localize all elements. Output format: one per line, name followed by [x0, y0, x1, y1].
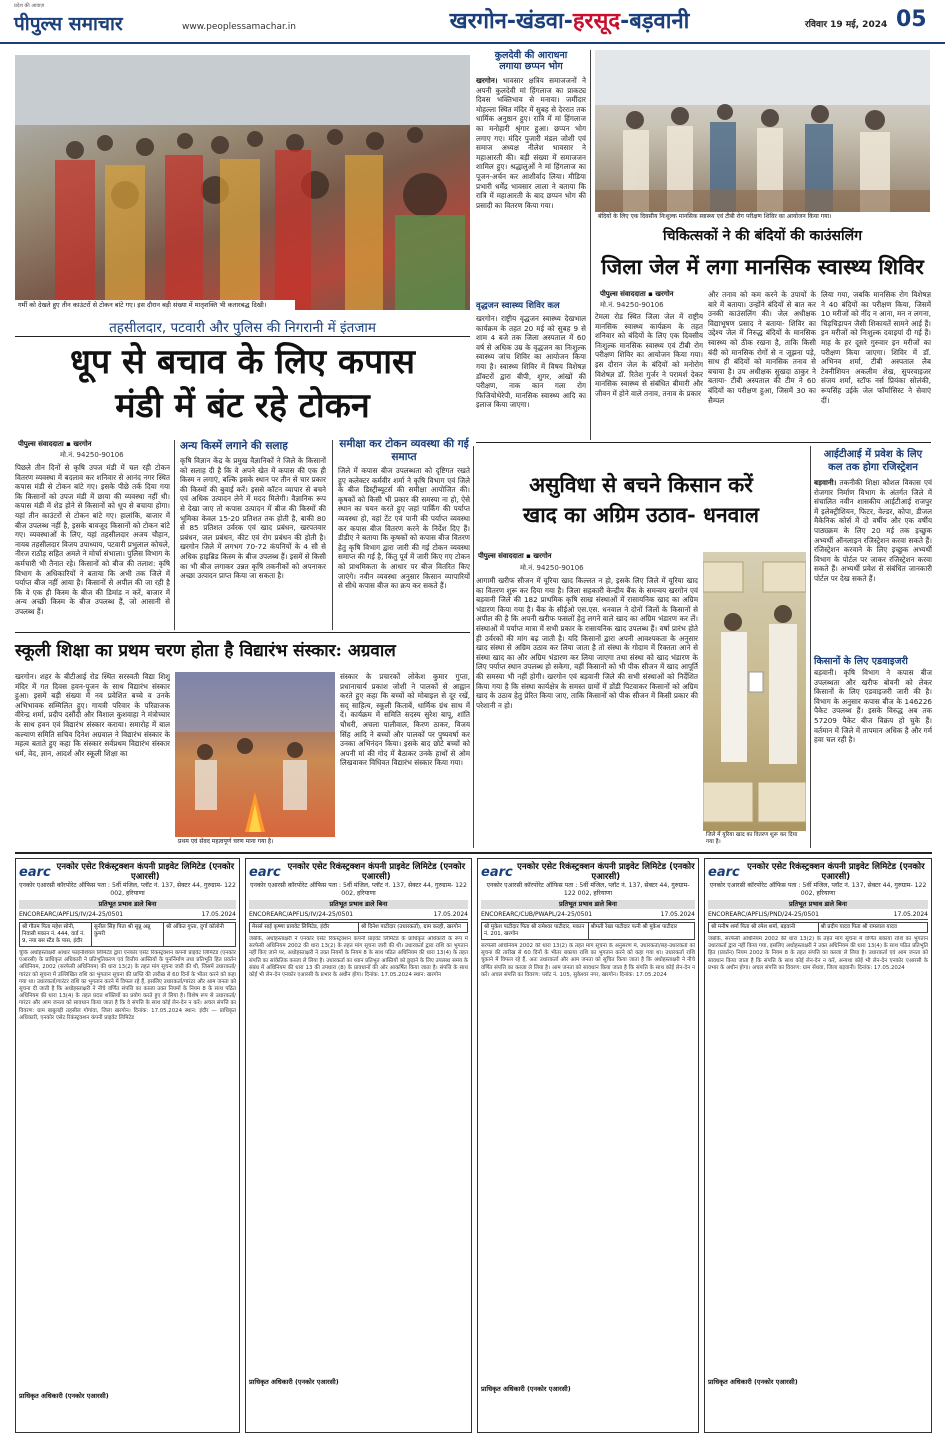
health-camp-body: खरगोन। राष्ट्रीय वृद्धजन स्वास्थ्य देखभाल कार्यक्रम के तहत 20 मई को सुबह 9 से शाम 4 बजे तक जिला अस्पताल में 60 वर्ष से अधिक उम्र के वृद्धजन का निःशुल्क स्वास्थ्य जांच शिविर का आयोजन किया गया है। स्वास्थ्य शिविर में विषय विशेषज्ञ डॉक्टरों द्वारा बीपी, शुगर, आंखों की परीक्षण, नाक कान गला रोग फिजियोथेरेपी, मानसिक स्वास्थ्य आदि का इलाज किया जाएगा। — [476, 314, 586, 410]
masthead — [0, 0, 945, 44]
ad-1-title: एनकोर एसेट रिकंस्ट्रक्शन कंपनी प्राइवेट लिमिटेड (एनकोर एआरसी) — [56, 862, 235, 882]
ad-4-party: श्री प्रदीप यादव पिता श्री रामलाल यादव — [820, 924, 897, 930]
ad-1-party: श्री अंकित गुप्ता, दुर्गा कॉलोनी — [166, 924, 224, 930]
ad-2-parties — [249, 922, 468, 933]
side-story-1-body: कृषि विज्ञान केंद्र के प्रमुख वैज्ञानिकों ने जिले के किसानों को सलाह दी है कि वे अपने खेत में कपास की एक ही किस्म न लगाएं, बल्कि इसके स्थान पर तीन से चार प्रकार की किस्मों की बुवाई करें। इससे कॉटन व्यापार से बचने एवं अधिक उत्पादन लेने में मदद मिलेगी। वैज्ञानिक रूप से देखा जाए तो कपास उत्पादन में बीज की किस्मों की भूमिका केवल 15-20 प्रतिशत तक होती है, बाकी 80 से 85 प्रतिशत उर्वरक एवं खाद प्रबंधन, खरपतवार प्रबंधन, जल प्रबंधन, कीट एवं रोग प्रबंधन की होती है। खरगोन जिले में लगभग 70-72 कंपनियों के 4 सौ से अधिक हाइब्रिड किस्म के बीज उपलब्ध हैं। इसमें से किसी का भी बीज लगाकर उन्नत कृषि तकनीकों को अपनाकर अच्छा उत्पादन प्राप्त किया जा सकता है। — [180, 456, 326, 581]
fertilizer-headline — [476, 470, 806, 530]
jail-kicker: चिकित्सकों ने की बंदियों की काउंसलिंग — [663, 228, 862, 244]
kuldevi-text: भावसार क्षत्रिय समाजजनों ने अपनी कुलदेवी मां हिंगलाज का प्राकट्य दिवस भक्तिभाव से मनाया। जमींदार मोहल्ला स्थित मंदिर में सुबह से देररात तक धार्मिक अनुष्ठान हुए। रात्रि में मां हिंगलाज का मनोहारी श्रृंगार हुआ। छप्पन भोग लगाए गए। मंदिर पुजारी मंडल जोशी एवं समाज अध्यक्ष नीलेश भावसार ने महाआरती की। बड़ी संख्या में समाजजन शामिल हुए। श्रद्धालुओं ने मां हिंगलाज का पूजन-अर्चन कर आशीर्वाद लिया। मीडिया प्रभारी धर्मेंद्र भावसार लाला ने बताया कि रात्रि में महाआरती के बाद छप्पन भोग की प्रसादी का वितरण किया गया। — [476, 76, 586, 210]
ad-3-ref-row — [481, 911, 695, 920]
column-rule — [473, 446, 474, 848]
earc-logo: earc — [708, 864, 740, 880]
jail-body-col1: टेमला रोड स्थित जिला जेल में राष्ट्रीय मानसिक स्वास्थ्य कार्यक्रम के तहत शनिवार को बंदियों के लिए एक दिवसीय निःशुल्क मानसिक स्वास्थ्य एवं टीबी रोग परीक्षण शिविर का आयोजन किया गया। इस दौरान जेल के बंदियों को मनोरोग विशेषज्ञ डॉ. रितेश गुर्जर ने परामर्श देकर मानसिक स्वास्थ्य से संबंधित बीमारी और जीवन में होने वाले तनाव, तनाव के प्रकार — [595, 312, 703, 398]
iti-text: तकनीकी शिक्षा कौशल विकास एवं रोजगार निर्माण विभाग के अंतर्गत जिले में संचालित नवीन शासकीय आईटीआई राजपुर में इलेक्ट्रीशियन, फिटर, वेल्डर, कोपा, डीजल मैकेनिक कोर्स में दो वर्षीय और एक वर्षीय पाठ्यक्रम के लिए 20 मई तक इच्छुक अभ्यर्थी ऑनलाइन रजिस्ट्रेशन करवा सकते हैं। रजिस्ट्रेशन करवाने के लिए इच्छुक अभ्यर्थी विभाग के पोर्टल पर जाकर रजिस्ट्रेशन करवा सकते हैं। अभ्यर्थी प्रवेश से संबंधित जानकारी पोर्टल पर देख सकते हैं। — [814, 478, 932, 583]
iti-headline-line1: आईटीआई में प्रवेश के लिए — [823, 449, 923, 460]
iti-headline-line2: कल तक होगा रजिस्ट्रेशन — [828, 462, 918, 473]
advisory-headline: किसानों के लिए एडवाइजरी — [814, 656, 908, 667]
issue-date: रविवार 19 मई, 2024 — [805, 20, 888, 30]
section-title-part1: खरगोन-खंडवा- — [449, 9, 573, 34]
ad-3-title: एनकोर एसेट रिकंस्ट्रक्शन कंपनी प्राइवेट लिमिटेड (एनकोर एआरसी) — [517, 862, 695, 882]
newspaper-logo[interactable]: पीपुल्स समाचार — [14, 13, 123, 35]
kuldevi-body — [476, 76, 586, 296]
ad-4-address: एनकोर एआरसी कॉरपोरेट ऑफिस पता : 5वीं मंजिल, प्लॉट नं. 137, सेक्टर 44, गुरुग्राम- 122 002, हरियाणा — [709, 882, 927, 897]
byline-reporter: पीपुल्स संवाददाता — [18, 440, 64, 448]
ad-4-parties — [708, 922, 928, 933]
ad-2-party: श्री दिनेश पाटीदार (उधारकर्ता), ग्राम करही, खरगोन — [361, 924, 461, 930]
jail-body-col3: लिया गया, जबकि मानसिक रोग विशेषज्ञ ने 40 बंदियों का परीक्षण किया, जिसमें 10 मरीजों को नींद न आना, मन न लगना, चिड़चिड़ापन जैसी शिकायतें सामने आई हैं। इन मरीजों को निःशुल्क दवाइयां दी गई हैं। माह के हर दूसरे गुरुवार इन मरीजों का परीक्षण किया जाएगा। शिविर में डॉ. अभिनव शर्मा, टीबी अस्पताल लैब टेक्नीशियन अकलीम शेख, सुपरवाइजर संजय शर्मा, स्टॉफ नर्स प्रियंका सोलंकी, रूपसिंह उईके जेल फॉर्मासिस्ट ने सेवाएं दीं। — [821, 290, 931, 405]
column-rule — [590, 50, 591, 440]
main-photo-caption: गर्मी को देखते हुए तीन काउंटरों से टोकन बांटे गए। इस दौरान बड़ी संख्या में मातृशक्ति भी कतारबद्ध दिखी। — [15, 300, 295, 310]
section-title-part2: हरसूद — [572, 9, 621, 34]
side-story-2-headline: समीक्षा कर टोकन व्यवस्था की गई समाप्त — [339, 438, 469, 463]
divider — [15, 632, 470, 633]
ad-2-party: मेसर्स साई कृष्णा प्रायवेट लिमिटेड, इंदौर — [250, 923, 359, 932]
column-rule — [174, 440, 175, 630]
ad-1-body: चूंकि अधोहस्ताक्षरी आधार फाइनेंशियल लिमिटेड द्वारा एनकोर एसेट रिकंस्ट्रक्शन कंपनी प्राइवेट लिमिटेड (एनकोर एआरसी) के प्राधिकृत अधिकारी ने प्रतिभूतिकरण एवं वित्तीय आस्तियों के पुनर्निर्माण तथा प्रतिभूति हित प्रवर्तन अधिनियम, 2002 (सरफेसी अधिनियम) की धारा 13(2) के तहत मांग सूचना जारी की थी, जिसमें उधारकर्ता/गारंटर को सूचना में उल्लिखित राशि का भुगतान सूचना की प्राप्ति की तारीख से 60 दिनों के भीतर करने को कहा गया था। उधारकर्ता/गारंटर राशि का भुगतान करने में विफल रहे हैं, इसलिए उधारकर्ता/गारंटर और आम जनता को सूचना दी जाती है कि अधोहस्ताक्षरी ने नीचे वर्णित संपत्ति का कब्जा उक्त नियमों के नियम 8 के साथ पठित अधिनियम की धारा 13(4) के तहत प्रदत्त शक्तियों का प्रयोग करते हुए ले लिया है। विशेष रूप से उधारकर्ता/गारंटर और आम जनता को सावधान किया जाता है कि वे संपत्ति के साथ कोई लेन-देन न करें। अचल संपत्ति का विवरण: ग्राम बाबुलड़ी तहसील गोगांवा, जिला खरगोन। दिनांक: 17.05.2024 स्थान: इंदौर — प्राधिकृत अधिकारी, एनकोर एसेट रिकंस्ट्रक्शन कंपनी प्राइवेट लिमिटेड — [19, 950, 236, 1021]
fertilizer-place: खरगोन — [533, 552, 552, 560]
page-number: 05 — [896, 7, 927, 32]
ad-4-body: जबकि, सरफेसी अधिनियम 2002 की धारा 13(2) के तहत मांग सूचना में वर्णित बकाया राशि का भुगतान उधारकर्ता द्वारा नहीं किया गया, इसलिए अधोहस्ताक्षरी ने उक्त अधिनियम की धारा 13(4) के साथ पठित प्रतिभूति हित (प्रवर्तन) नियम 2002 के नियम 8 के तहत संपत्ति का कब्जा ले लिया है। उधारकर्ता एवं आम जनता को सावधान किया जाता है कि संपत्ति के साथ कोई लेन-देन न करें, अन्यथा कोई भी लेन-देन एनकोर एआरसी के प्रभार के अधीन होगा। अचल संपत्ति का विवरण: ग्राम सेंधवा, जिला बड़वानी। दिनांक: 17.05.2024 — [708, 936, 928, 971]
site-url[interactable]: www.peoplessamachar.in — [182, 22, 296, 32]
jail-byline: पीपुल्स संवाददाता ▪ खरगोन — [600, 290, 674, 298]
ad-3-ref: ENCOREARC/CUB/PWAPL/24-25/0501 — [481, 911, 593, 918]
ad-4-ref: ENCOREARC/APFLIS/PND/24-25/0501 — [708, 911, 819, 918]
ad-1-ref: ENCOREARC/APFLIS/IV/24-25/0501 — [19, 911, 124, 918]
ad-1-parties — [19, 922, 236, 947]
jail-mobile: मो.नं. 94250-90106 — [600, 301, 664, 309]
fertilizer-byline: पीपुल्स संवाददाता ▪ खरगोन — [478, 552, 552, 560]
ad-4-title: एनकोर एसेट रिकंस्ट्रक्शन कंपनी प्राइवेट लिमिटेड (एनकोर एआरसी) — [747, 862, 925, 882]
divider — [15, 852, 932, 854]
byline-place: खरगोन — [73, 440, 92, 448]
fertilizer-body: आगामी खरीफ सीजन में यूरिया खाद किल्लत न हो, इसके लिए जिले में यूरिया खाद का वितरण शुरू कर दिया गया है। जिला सहकारी केन्द्रीय बैंक के समन्वय खरगोन एवं बड़वानी जिले की 182 प्राथमिक कृषि साख संस्थाओं में रासायनिक खाद का अग्रिम भंडारण किया गया है। बैंक के सीईओ एस.एस. धनवाल ने दोनों जिलों के किसानों से अपील की है कि अपनी खरीफ फसलों हेतु लगने वाले खाद का अग्रिम भंडारण कर लें। संस्थाओं में पर्याप्त मात्रा में सभी प्रकार के रासायनिक खाद उपलब्ध हैं। वर्षा प्रारंभ होते ही उर्वरकों की मांग बढ़ जाती है। यदि किसानों द्वारा अपनी आवश्यकता के अनुसार खाद संस्था से अग्रिम उठाव कर लिया जाता है तो संस्था के गोदाम में रिक्तता आने से संस्था खाद का और अग्रिम भंडारण कर लिया जाएगा तथा संस्था को खाद भंडारण के लिए पर्याप्त स्थान उपलब्ध हो सकेगा, वहीं किसानों को भी पीक सीजन में खाद आपूर्ति की समस्या भी नहीं होगी। खरगोन एवं बड़वानी जिले की सभी संस्थाओं को निर्देशित किया गया है कि संस्था कार्यक्षेत्र के समस्त ग्रामों में डोंडी पिटवाकर किसानों को अग्रिम खाद के उठाव हेतु प्रेरित किया जाए, ताकि किसानों को पीक सीजन में किसी प्रकार की परेशानी न हो। — [476, 576, 698, 710]
ad-1-ref-row — [19, 911, 236, 920]
earc-logo: earc — [481, 864, 513, 880]
section-banner — [342, 3, 797, 40]
ad-4-notice-type: प्रतिभूत प्रभाव डाले बिना — [708, 900, 928, 909]
fertilizer-headline-line1: असुविधा से बचने किसान करें — [529, 472, 753, 497]
kuldevi-place: खरगोन। — [476, 76, 498, 85]
jail-body-col2: और तनाव को कम करने के उपायों के बारे में बताया। उन्होंने बंदियों से बात कर उनकी काउंसलिंग की। जेल अधीक्षक विद्याभूषण प्रसाद ने बताया- शिविर का उद्देश्य जेल में निरुद्ध बंदियों के मानसिक स्वास्थ्य को ठीक रखना है, ताकि किसी बंदी को मानसिक रोगों से न जूझना पड़े, साथ ही बंदियों को मानसिक तनाव से बचाया है। उप अधीक्षक सुखदा ठाकुर ने बताया- टीबी अस्पताल की टीम ने 60 बंदियों का परीक्षण हुआ, जिसमें 30 का सैम्पल — [708, 290, 816, 405]
fertilizer-photo-caption: जिले में यूरिया खाद का वितरण शुरू कर दिया गया है। — [703, 831, 806, 847]
main-headline-line1: धूप से बचाव के लिए कपास — [69, 342, 416, 382]
legal-notice-ad-1 — [15, 858, 240, 1433]
advisory-body: बड़वानी। कृषि विभाग ने कपास बीज उपलब्धता और खरीफ बोवनी को लेकर किसानों के लिए एडवाइजरी जारी की है। विभाग के अनुसार कपास बीज के 146226 पैकेट उपलब्ध हैं। इसके विरुद्ध अब तक 57209 पैकेट बीज विक्रय हो चुके हैं। वर्तमान में जिले में तापमान अधिक है और गर्म हवा चल रही है। — [814, 668, 932, 745]
main-story-kicker: तहसीलदार, पटवारी और पुलिस की निगरानी में इंतजाम — [109, 320, 376, 336]
ad-4-date: 17.05.2024 — [893, 911, 928, 918]
ad-1-footer: प्राधिकृत अधिकारी (एनकोर एआरसी) — [19, 1392, 236, 1401]
ad-4-ref-row — [708, 911, 928, 920]
ad-4-party: श्री मनीष शर्मा पिता श्री रमेश शर्मा, बड़वानी — [709, 923, 819, 932]
ad-2-notice-type: प्रतिभूत प्रभाव डाले बिना — [249, 900, 468, 909]
iti-body — [814, 478, 932, 648]
jail-headline: जिला जेल में लगा मानसिक स्वास्थ्य शिविर — [601, 254, 924, 279]
ad-3-address: एनकोर एआरसी कॉरपोरेट ऑफिस पता : 5वीं मंजिल, प्लॉट नं. 137, सेक्टर 44, गुरुग्राम- 122 002, हरियाणा — [486, 882, 690, 897]
main-headline — [15, 340, 470, 428]
ad-2-footer: प्राधिकृत अधिकारी (एनकोर एआरसी) — [249, 1378, 468, 1387]
earc-logo: earc — [19, 864, 51, 880]
school-body-col2: संस्कार के प्रचारकों लोकेश कुमार गुप्ता, प्रधानाचार्य प्रकाश जोशी ने पालकों से आह्वान करते हुए कहा कि बच्चों को मोबाइल से दूर रखें, सद् साहित्य, स्कूली किताबें, धार्मिक ग्रंथ साथ में दें। कार्यक्रम में समिति सदस्य सुरेश बापू, शांति चौधरी, अचला पालीवाल, किरण ठाकर, विजय सिंह आदि ने बच्चों और पालकों पर पुष्पवर्षा कर उनका अभिनंदन किया। इसके बाद छोटे बच्चों को अपनी मां की गोद में बैठाकर उनके हाथों से ओम लिखवाकर विधिवत विद्यारंभ संस्कार किया गया। — [340, 672, 470, 768]
main-headline-line2: मंडी में बंट रहे टोकन — [115, 386, 370, 426]
ad-4-footer: प्राधिकृत अधिकारी (एनकोर एआरसी) — [708, 1378, 928, 1387]
fertilizer-headline-line2: खाद का अग्रिम उठाव- धनवाल — [523, 502, 759, 527]
divider — [15, 336, 470, 337]
fertilizer-illustration — [703, 552, 806, 847]
fertilizer-mobile: मो.नं. 94250-90106 — [520, 564, 584, 572]
school-photo-caption: प्रथम एवं सेंवद महत्वपूर्ण चरण माना गया है। — [175, 837, 335, 847]
ad-1-party: श्री गौतम पिता महेश सोनी, निवासी मकान नं. 444, वार्ड नं. 9, नया बस स्टैंड के पास, इंदौर — [20, 923, 92, 946]
jail-photo-caption: बंदियों के लिए एक दिवसीय निःशुल्क मानसिक स्वास्थ्य एवं टीबी रोग परीक्षण शिविर का आयोजन किया गया। — [595, 212, 930, 222]
school-headline: स्कूली शिक्षा का प्रथम चरण होता है विद्यारंभ संस्कार: अग्रवाल — [15, 641, 396, 661]
ad-2-title: एनकोर एसेट रिकंस्ट्रक्शन कंपनी प्राइवेट लिमिटेड (एनकोर एआरसी) — [287, 862, 466, 882]
kuldevi-headline-line1: कुलदेवी की आराधना — [494, 50, 568, 61]
ad-1-date: 17.05.2024 — [201, 911, 236, 918]
ad-2-date: 17.05.2024 — [433, 911, 468, 918]
iti-headline — [814, 448, 932, 474]
jail-camp-illustration — [595, 50, 930, 222]
section-title-part3: -बड़वानी — [620, 9, 690, 34]
main-story-body: पिछले तीन दिनों से कृषि उपज मंडी में चल रही टोकन वितरण व्यवस्था में बदलाव कर शनिवार से आनंद नगर स्थित कपास मंडी से टोकन बांटे गए। इसके पीछे तर्क दिया गया कि किसानों को उपज मंडी में छाया की व्यवस्था नहीं थी। कपास मंडी में शेड होने से किसानों को धूप से बचाया होगा। यहां तीन काउंटरों से टोकन बांटे गए। हालांकि, बाजार में बीज उपलब्ध नहीं है, इसके बावजूद किसानों को टोकन बांटे गए। व्यवस्थाओं के लिए, यहां तहसीलदार अजय चौहान, नायब तहसीलदार विजय उपाध्याय, पटवारी प्रभुलाल कोचले, नीरज राठौड़ सहित अमले ने मोर्चा संभाला। पुलिस विभाग के कर्मचारी भी तैनात रहे। किसानों को बीज की तलाश: कृषि विभाग के अधिकारियों ने बताया कि अभी तक जिले में पर्याप्त बीज नहीं आया है। किसानों से अपील की जा रही है कि वे एक ही किस्म के बीज की डिमांड न करें, बाजार में अन्य अच्छी किस्म के बीज उपलब्ध हैं, जो आसानी से उपलब्ध हैं। — [15, 463, 170, 616]
kuldevi-headline — [476, 50, 586, 72]
ad-2-ref-row — [249, 911, 468, 920]
main-byline: पीपुल्स संवाददाता ▪ खरगोन — [18, 440, 92, 448]
ad-1-address: एनकोर एआरसी कॉरपोरेट ऑफिस पता : 5वीं मंजिल, प्लॉट नं. 137, सेक्टर 44, गुरुग्राम- 122 002, हरियाणा — [19, 882, 236, 897]
ad-3-date: 17.05.2024 — [660, 911, 695, 918]
earc-logo: earc — [249, 864, 281, 880]
ad-1-notice-type: प्रतिभूत प्रभाव डाले बिना — [19, 900, 236, 909]
school-body-col1: खरगोन। शहर के बीटीआई रोड स्थित सरस्वती विद्या शिशु मंदिर में गत दिवस हवन-पूजन के साथ विद्यारंभ संस्कार हुआ। इसमें बड़ी संख्या में नव प्रवेशित बच्चे व उनके अभिभावक सम्मिलित हुए। गायत्री परिवार के परिव्राजक वीरेन्द्र शर्मा, प्रदीप दसौंदी और विशाल कुशवाहा ने मंत्रोच्चार के साथ हवन एवं विद्यारंभ संस्कार कराया। समारोह में बाल कल्याण समिति सचिव दिनेश अग्रवाल ने विद्यारंभ संस्कार के महत्व बताते हुए कहा कि संस्कार सर्वप्रथम विद्यारंभ संस्कार धर्म, वेद, ज्ञान, आदर्श और स्कूली शिक्षा का — [15, 672, 170, 758]
fertilizer-reporter: पीपुल्स संवाददाता — [478, 552, 524, 560]
main-mobile: मो.नं. 94250-90106 — [60, 451, 124, 459]
column-rule — [332, 440, 333, 630]
main-story-photo — [15, 55, 470, 310]
logo-tagline: प्रदेश की आवाज़ — [14, 3, 45, 9]
ad-3-footer: प्राधिकृत अधिकारी (एनकोर एआरसी) — [481, 1385, 695, 1394]
ad-3-party: श्री मुकेश पाटीदार पिता श्री रामेश्वर पाटीदार, मकान नं. 201, खरगोन — [482, 923, 589, 939]
divider — [476, 442, 931, 443]
school-photo — [175, 672, 335, 847]
jail-reporter: पीपुल्स संवाददाता — [600, 290, 646, 298]
fertilizer-photo — [703, 552, 806, 847]
legal-notice-ad-2 — [245, 858, 472, 1433]
ad-2-body: जबकि, अधोहस्ताक्षरी ने एनकोर एसेट रिकंस्ट्रक्शन कंपनी प्राइवेट लिमिटेड के प्राधिकृत अधिकारी के रूप में सरफेसी अधिनियम 2002 की धारा 13(2) के तहत मांग सूचना जारी की थी। उधारकर्ता द्वारा राशि का भुगतान नहीं किए जाने पर, अधोहस्ताक्षरी ने उक्त नियमों के नियम 8 के साथ पठित अधिनियम की धारा 13(4) के तहत संपत्ति का सांकेतिक कब्जा ले लिया है। उधारकर्ता का ध्यान प्रतिभूत आस्तियों को छुड़ाने के लिए उपलब्ध समय के संबंध में अधिनियम की धारा 13 की उपधारा (8) के प्रावधानों की ओर आकर्षित किया जाता है। संपत्ति के साथ कोई भी लेन-देन एनकोर एआरसी के प्रभार के अधीन होगा। दिनांक: 17.05.2024 स्थान: खरगोन — [249, 936, 468, 979]
column-rule — [810, 446, 811, 848]
ad-1-party: सुनील सिंह पिता श्री सुन्नू अन्नू कुमरी — [92, 923, 164, 946]
kuldevi-headline-line2: लगाया छप्पन भोग — [499, 61, 563, 72]
ad-3-notice-type: प्रतिभूत प्रभाव डाले बिना — [481, 900, 695, 909]
ad-3-body: सरफेसी अधिनियम 2002 की धारा 13(2) के तहत मांग सूचना के अनुसरण में, उधारकर्ता/सह-उधारकर्ता को सूचना की तारीख से 60 दिनों के भीतर बकाया राशि का भुगतान करने को कहा गया था। उधारकर्ता राशि चुकाने में विफल रहे हैं, अतः उधारकर्ता और आम जनता को सूचित किया जाता है कि अधोहस्ताक्षरी ने नीचे वर्णित संपत्ति का कब्जा ले लिया है। आम जनता को सावधान किया जाता है कि संपत्ति के साथ कोई लेन-देन न करें। अचल संपत्ति का विवरण: प्लॉट नं. 105, सुकेश्वर नगर, खरगोन। दिनांक: 17.05.2024 — [481, 943, 695, 978]
crowd-illustration — [15, 55, 470, 310]
legal-notice-ad-4 — [704, 858, 932, 1433]
havan-illustration — [175, 672, 335, 847]
jail-camp-photo — [595, 50, 930, 222]
side-story-2-body: जिले में कपास बीज उपलब्धता को दृष्टिगत रखते हुए कलेक्टर कर्मवीर शर्मा ने कृषि विभाग एवं जिले के बीज डिस्ट्रीब्यूटर्स की समीक्षा आयोजित की। कृषकों को किसी भी प्रकार की समस्या ना हो, ऐसे स्थान का चयन करते हुए जहां पार्किंग की पर्याप्त व्यवस्था हो, वहां टेंट एवं पानी की पर्याप्त व्यवस्था कर कपास बीज वितरण करने के निर्देश दिए हैं। डीडीए ने बताया कि कृषकों को कपास बीज वितरण हेतु कृषि विभाग द्वारा जारी की गई टोकन व्यवस्था समाप्त की गई है, किंतु पूर्व में जारी किए गए टोकन को प्राथमिकता के आधार पर बीज वितरित किए जाएंगे। नवीन व्यवस्था अनुसार किसान व्यापारियों से सीधे कपास बीज का क्रय कर सकते हैं। — [338, 466, 470, 591]
ad-3-party: श्रीमती रेखा पाटीदार पत्नी श्री मुकेश पाटीदार — [590, 924, 678, 930]
ad-2-ref: ENCOREARC/APFLIS/IV/24-25/0501 — [249, 911, 354, 918]
ad-2-address: एनकोर एआरसी कॉरपोरेट ऑफिस पता : 5वीं मंजिल, प्लॉट नं. 137, सेक्टर 44, गुरुग्राम- 122 002, हरियाणा — [250, 882, 467, 897]
ad-3-parties — [481, 922, 695, 940]
iti-place: बड़वानी। — [814, 478, 837, 487]
legal-notice-ad-3 — [477, 858, 699, 1433]
side-story-1-headline: अन्य किस्में लगाने की सलाह — [180, 440, 288, 452]
health-camp-headline: वृद्धजन स्वास्थ्य शिविर कल — [476, 301, 560, 311]
jail-place: खरगोन — [655, 290, 674, 298]
